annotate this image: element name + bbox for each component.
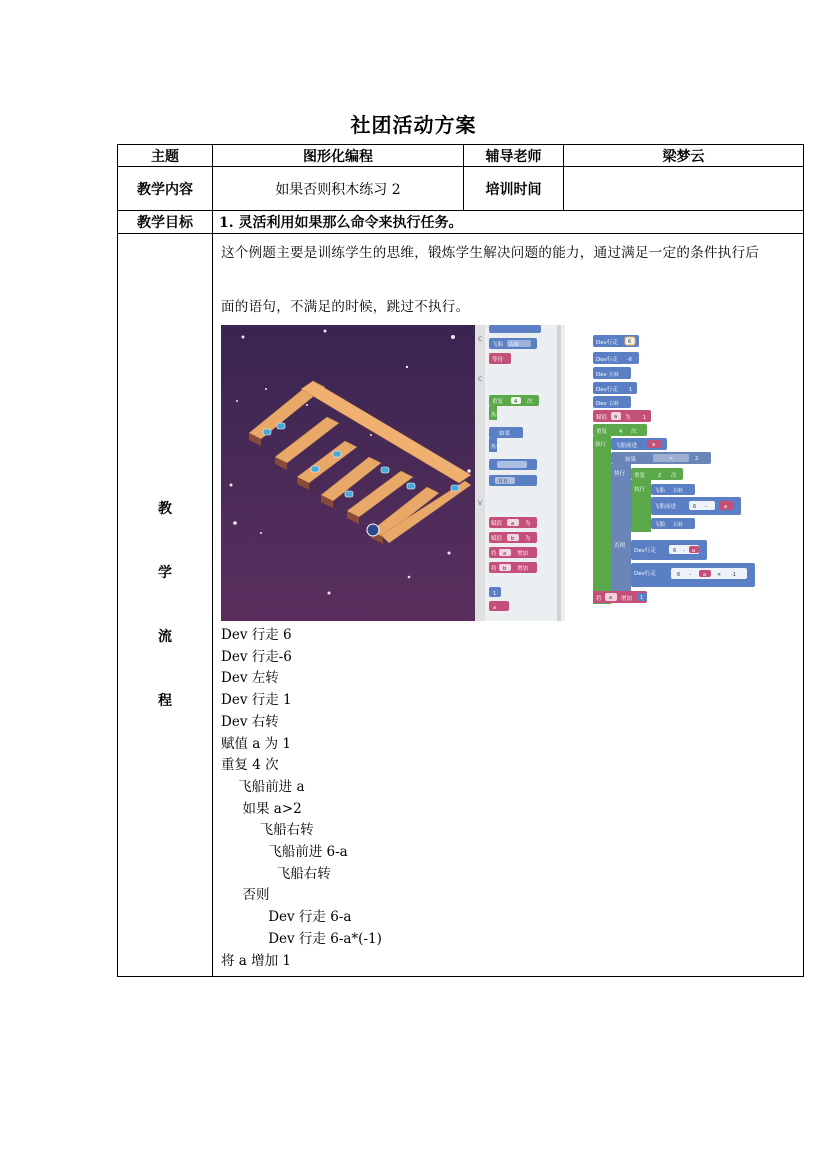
palette-times: 次 — [527, 399, 533, 405]
value-1: 1 — [640, 595, 644, 601]
value-var-a: a — [692, 548, 696, 554]
topic-label: 主题 — [118, 145, 213, 167]
value-2: 2 — [695, 456, 699, 462]
palette-var-b: b — [503, 566, 507, 572]
operator-times: × — [717, 572, 722, 578]
block-repeat: 重复 — [596, 429, 608, 435]
value-2: 2 — [658, 473, 662, 479]
palette-right-turn: 右转 — [509, 342, 520, 348]
teacher-value: 梁梦云 — [564, 145, 804, 167]
block-execute: 执行 — [614, 471, 626, 477]
content-value: 如果否则积木练习 2 — [213, 167, 464, 211]
block-repeat: 重复 — [634, 473, 646, 479]
value-left-turn: 左转 — [609, 372, 620, 378]
palette-increase: 增加 — [517, 551, 529, 557]
block-if: 如果 — [625, 457, 637, 463]
table-row — [118, 234, 804, 977]
value-var-a: a — [614, 414, 618, 420]
time-value — [564, 167, 804, 211]
block-dev: Dev — [596, 372, 607, 378]
flow-char: 学 — [158, 565, 172, 582]
palette-number-1: 1 — [493, 591, 497, 597]
code-line: 如果 a>2 — [221, 800, 302, 817]
value-6: 6 — [628, 339, 632, 345]
block-dev-walk: Dev行走 — [634, 548, 656, 554]
code-line: Dev 行走-6 — [221, 648, 292, 665]
screenshot-figure — [221, 325, 793, 621]
palette-repeat-count: 4 — [514, 399, 518, 405]
block-fly-forward: 飞船前进 — [615, 443, 638, 449]
value-right-turn: 右转 — [673, 488, 684, 494]
value-6: 6 — [693, 504, 697, 510]
operator-minus: - — [683, 548, 685, 554]
code-line: Dev 行走 6-a — [221, 909, 352, 926]
code-line: 飞船右转 — [221, 822, 314, 839]
teacher-label: 辅导老师 — [464, 145, 564, 167]
palette-var-a: a — [511, 521, 515, 527]
goal-value: 1. 灵活利用如果那么命令来执行任务。 — [213, 211, 804, 234]
block-dev-walk: Dev行走 — [596, 340, 618, 346]
flow-char: 程 — [158, 693, 172, 710]
code-line: 飞船右转 — [221, 865, 331, 882]
value-6: 6 — [673, 548, 677, 554]
block-times: 次 — [631, 429, 637, 435]
value-var-a: a — [609, 595, 613, 601]
palette-if-block: 如果 — [499, 431, 511, 437]
code-line: Dev 右转 — [221, 713, 279, 730]
code-line: Dev 行走 6-a*(-1) — [221, 930, 382, 947]
palette-fly-block: 飞船 — [492, 342, 504, 348]
palette-to: 为 — [525, 536, 531, 542]
game-scene-image — [221, 325, 475, 621]
flow-char: 流 — [158, 629, 172, 646]
block-else: 否则 — [614, 543, 626, 549]
block-dev-walk: Dev行走 — [596, 357, 618, 363]
value-1: 1 — [629, 387, 633, 393]
palette-section-c: C — [478, 376, 483, 383]
content-label: 教学内容 — [118, 167, 213, 211]
block-dev: Dev — [596, 401, 607, 407]
code-line: 否则 — [221, 887, 270, 904]
code-line: 重复 4 次 — [221, 757, 279, 774]
program-workspace-image — [565, 325, 793, 621]
flow-char: 教 — [158, 501, 172, 518]
palette-increase: 增加 — [517, 566, 529, 572]
block-times: 次 — [671, 473, 677, 479]
palette-assign-block: 赋值 — [491, 521, 503, 527]
value-right-turn: 右转 — [609, 401, 620, 407]
code-line: 飞船前进 a — [221, 778, 305, 795]
block-make: 将 — [596, 596, 602, 602]
code-line: 飞船前进 6-a — [221, 844, 348, 861]
palette-execute: 执行 — [491, 412, 502, 418]
palette-execute: 执行 — [491, 444, 502, 450]
pseudocode-listing — [221, 625, 797, 972]
teaching-flow-label — [118, 234, 213, 977]
block-dev-walk: Dev行走 — [634, 571, 656, 577]
palette-var-a: a — [503, 551, 507, 557]
value-1: 1 — [643, 415, 647, 421]
code-line: 赋值 a 为 1 — [221, 735, 292, 752]
code-line: 将 a 增加 1 — [221, 952, 292, 969]
value-neg1: -1 — [731, 572, 736, 578]
table-row — [118, 145, 804, 167]
goal-label: 教学目标 — [118, 211, 213, 234]
palette-make-block: 将 — [491, 551, 497, 557]
block-execute: 执行 — [634, 487, 646, 493]
palette-section-v: V — [478, 500, 483, 507]
block-dev-walk: Dev行走 — [596, 387, 618, 393]
block-execute: 执行 — [595, 442, 607, 448]
value-right-turn: 右转 — [673, 522, 684, 528]
block-assign: 赋值 — [596, 415, 608, 421]
palette-to: 为 — [525, 521, 531, 527]
palette-repeat-block: 重复 — [492, 399, 504, 405]
value-6: 6 — [677, 572, 681, 578]
teaching-flow-content — [213, 234, 804, 977]
palette-and-block: 并且 — [498, 479, 509, 485]
block-fly: 飞船 — [654, 488, 666, 494]
topic-value: 图形化编程 — [213, 145, 464, 167]
palette-make-block: 将 — [491, 566, 497, 572]
value-4: 4 — [619, 429, 623, 435]
operator-minus: - — [689, 572, 691, 578]
code-line: Dev 行走 6 — [221, 627, 292, 643]
intro-line: 面的语句，不满足的时候，跳过不执行。 — [221, 299, 470, 315]
block-to: 为 — [625, 415, 631, 421]
block-fly-forward: 飞船前进 — [654, 504, 677, 510]
value-var-a: a — [724, 504, 728, 510]
block-increase: 增加 — [621, 596, 633, 602]
operator-gt: > — [669, 456, 674, 462]
table-row — [118, 167, 804, 211]
palette-var-a: a — [493, 605, 497, 611]
palette-assign-block: 赋值 — [491, 536, 503, 542]
page-title: 社团活动方案 — [350, 113, 477, 137]
palette-var-b: b — [511, 536, 515, 542]
activity-plan-table — [117, 144, 804, 977]
code-line: Dev 行走 1 — [221, 692, 292, 709]
block-palette-image — [475, 325, 565, 621]
value-neg6: -6 — [627, 357, 632, 363]
block-fly: 飞船 — [654, 522, 666, 528]
table-row — [118, 211, 804, 234]
palette-wait-block: 等待 — [492, 357, 504, 363]
value-var-a: a — [703, 572, 707, 578]
operator-minus: - — [705, 504, 707, 510]
palette-section-f: C — [478, 336, 483, 343]
intro-line: 这个例题主要是训练学生的思维，锻炼学生解决问题的能力，通过满足一定的条件执行后 — [221, 245, 760, 261]
value-var-a: a — [652, 442, 656, 448]
code-line: Dev 左转 — [221, 670, 279, 687]
time-label: 培训时间 — [464, 167, 564, 211]
intro-paragraph — [221, 240, 797, 321]
